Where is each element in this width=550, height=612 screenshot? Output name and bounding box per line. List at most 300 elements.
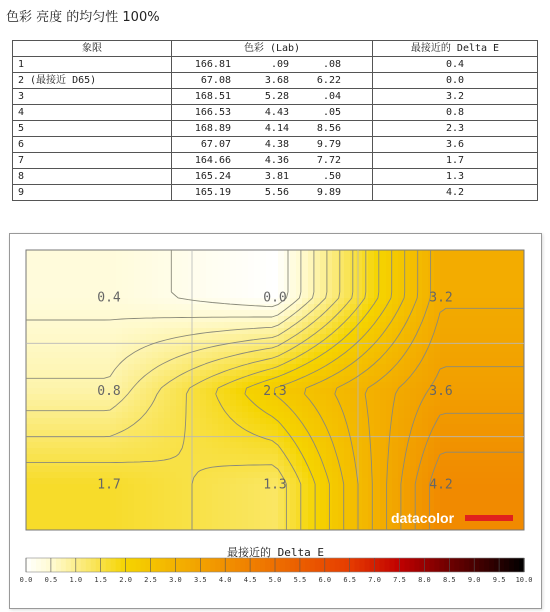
cell-value-label: 0.0 <box>263 290 287 306</box>
heatmap-sample <box>416 484 423 491</box>
heatmap-sample <box>278 280 285 287</box>
heatmap-sample <box>374 484 381 491</box>
heatmap-sample <box>506 286 513 293</box>
heatmap-sample <box>122 460 129 467</box>
heatmap-sample <box>194 274 201 281</box>
heatmap-sample <box>98 466 105 473</box>
heatmap-sample <box>134 256 141 263</box>
heatmap-sample <box>392 376 399 383</box>
heatmap-sample <box>98 412 105 419</box>
heatmap-sample <box>32 346 39 353</box>
heatmap-sample <box>110 448 117 455</box>
heatmap-sample <box>476 454 483 461</box>
heatmap-sample <box>206 442 213 449</box>
heatmap-sample <box>266 508 273 515</box>
heatmap-sample <box>86 490 93 497</box>
heatmap-sample <box>434 442 441 449</box>
heatmap-sample <box>308 418 315 425</box>
heatmap-sample <box>404 298 411 305</box>
heatmap-sample <box>230 406 237 413</box>
heatmap-sample <box>38 382 45 389</box>
heatmap-sample <box>302 514 309 521</box>
heatmap-sample <box>500 304 507 311</box>
heatmap-sample <box>476 322 483 329</box>
heatmap-sample <box>62 496 69 503</box>
heatmap-sample <box>272 256 279 263</box>
heatmap-sample <box>74 316 81 323</box>
heatmap-sample <box>302 346 309 353</box>
heatmap-sample <box>164 346 171 353</box>
heatmap-sample <box>170 328 177 335</box>
heatmap-sample <box>104 322 111 329</box>
heatmap-sample <box>170 430 177 437</box>
heatmap-sample <box>266 466 273 473</box>
heatmap-sample <box>128 430 135 437</box>
heatmap-sample <box>254 262 261 269</box>
heatmap-sample <box>422 328 429 335</box>
heatmap-sample <box>170 394 177 401</box>
heatmap-sample <box>512 442 519 449</box>
heatmap-sample <box>434 358 441 365</box>
heatmap-sample <box>446 496 453 503</box>
heatmap-sample <box>104 520 111 527</box>
heatmap-sample <box>128 310 135 317</box>
heatmap-sample <box>164 430 171 437</box>
heatmap-sample <box>242 478 249 485</box>
heatmap-sample <box>500 298 507 305</box>
heatmap-sample <box>260 352 267 359</box>
heatmap-sample <box>26 490 33 497</box>
heatmap-sample <box>32 412 39 419</box>
heatmap-sample <box>98 460 105 467</box>
heatmap-sample <box>368 334 375 341</box>
heatmap-sample <box>194 256 201 263</box>
heatmap-sample <box>176 364 183 371</box>
heatmap-sample <box>32 298 39 305</box>
heatmap-sample <box>506 502 513 509</box>
heatmap-sample <box>368 286 375 293</box>
heatmap-sample <box>164 406 171 413</box>
heatmap-sample <box>26 394 33 401</box>
heatmap-sample <box>404 412 411 419</box>
heatmap-sample <box>446 316 453 323</box>
heatmap-sample <box>380 382 387 389</box>
heatmap-sample <box>380 460 387 467</box>
heatmap-sample <box>512 418 519 425</box>
heatmap-sample <box>452 298 459 305</box>
heatmap-sample <box>104 454 111 461</box>
heatmap-sample <box>176 478 183 485</box>
heatmap-sample <box>488 328 495 335</box>
heatmap-sample <box>182 508 189 515</box>
heatmap-sample <box>134 280 141 287</box>
legend-color-segment <box>499 558 505 572</box>
heatmap-sample <box>494 280 501 287</box>
heatmap-sample <box>434 526 441 533</box>
heatmap-sample <box>56 418 63 425</box>
delta-e-cell: 3.2 <box>373 89 538 105</box>
heatmap-sample <box>332 484 339 491</box>
heatmap-sample <box>320 298 327 305</box>
heatmap-sample <box>320 280 327 287</box>
heatmap-sample <box>266 502 273 509</box>
heatmap-sample <box>506 490 513 497</box>
heatmap-sample <box>212 292 219 299</box>
heatmap-sample <box>482 334 489 341</box>
heatmap-sample <box>188 508 195 515</box>
heatmap-sample <box>338 316 345 323</box>
heatmap-sample <box>404 418 411 425</box>
legend-tick-label: 7.0 <box>368 576 381 584</box>
heatmap-sample <box>188 310 195 317</box>
heatmap-sample <box>422 274 429 281</box>
heatmap-sample <box>416 280 423 287</box>
heatmap-sample <box>254 526 261 533</box>
heatmap-sample <box>254 424 261 431</box>
heatmap-sample <box>380 358 387 365</box>
heatmap-sample <box>374 400 381 407</box>
heatmap-sample <box>440 424 447 431</box>
heatmap-sample <box>476 334 483 341</box>
heatmap-sample <box>50 274 57 281</box>
heatmap-sample <box>32 328 39 335</box>
heatmap-sample <box>44 502 51 509</box>
heatmap-sample <box>464 274 471 281</box>
heatmap-sample <box>398 406 405 413</box>
heatmap-sample <box>224 520 231 527</box>
heatmap-sample <box>302 472 309 479</box>
heatmap-sample <box>224 466 231 473</box>
heatmap-sample <box>122 256 129 263</box>
legend-tick-label: 0.0 <box>19 576 33 584</box>
col-header-lab: 色彩 (Lab) <box>172 41 373 57</box>
heatmap-sample <box>236 394 243 401</box>
heatmap-sample <box>56 346 63 353</box>
heatmap-sample <box>512 478 519 485</box>
heatmap-sample <box>512 268 519 275</box>
heatmap-sample <box>80 298 87 305</box>
heatmap-sample <box>458 262 465 269</box>
heatmap-sample <box>242 526 249 533</box>
heatmap-sample <box>122 418 129 425</box>
legend-color-segment <box>61 558 67 572</box>
heatmap-sample <box>470 370 477 377</box>
lab-cell <box>172 185 373 201</box>
heatmap-sample <box>164 502 171 509</box>
heatmap-sample <box>68 460 75 467</box>
heatmap-sample <box>200 274 207 281</box>
heatmap-sample <box>374 508 381 515</box>
heatmap-sample <box>470 490 477 497</box>
heatmap-sample <box>188 274 195 281</box>
heatmap-sample <box>272 508 279 515</box>
heatmap-sample <box>254 364 261 371</box>
heatmap-sample <box>308 460 315 467</box>
lab-l-value: 67.07 <box>200 139 231 150</box>
heatmap-sample <box>62 448 69 455</box>
heatmap-sample <box>410 376 417 383</box>
heatmap-sample <box>242 268 249 275</box>
heatmap-sample <box>248 292 255 299</box>
heatmap-sample <box>236 490 243 497</box>
heatmap-sample <box>134 304 141 311</box>
heatmap-sample <box>92 268 99 275</box>
legend-tick-label: 5.0 <box>268 576 282 584</box>
heatmap-sample <box>128 526 135 533</box>
heatmap-sample <box>494 364 501 371</box>
legend-color-segment <box>180 558 186 572</box>
heatmap-sample <box>98 262 105 269</box>
heatmap-sample <box>248 502 255 509</box>
heatmap-sample <box>470 526 477 533</box>
heatmap-sample <box>164 298 171 305</box>
heatmap-sample <box>392 430 399 437</box>
heatmap-sample <box>140 496 147 503</box>
heatmap-sample <box>380 280 387 287</box>
legend-color-segment <box>414 558 420 572</box>
heatmap-sample <box>422 250 429 257</box>
heatmap-sample <box>320 514 327 521</box>
heatmap-sample <box>362 514 369 521</box>
heatmap-sample <box>422 370 429 377</box>
heatmap-sample <box>512 346 519 353</box>
heatmap-sample <box>320 382 327 389</box>
heatmap-sample <box>296 490 303 497</box>
heatmap-sample <box>422 502 429 509</box>
heatmap-sample <box>404 334 411 341</box>
heatmap-sample <box>218 508 225 515</box>
heatmap-sample <box>38 466 45 473</box>
heatmap-sample <box>284 334 291 341</box>
heatmap-sample <box>476 370 483 377</box>
heatmap-sample <box>326 352 333 359</box>
heatmap-sample <box>80 502 87 509</box>
heatmap-sample <box>506 460 513 467</box>
heatmap-sample <box>488 424 495 431</box>
heatmap-sample <box>212 286 219 293</box>
heatmap-sample <box>380 400 387 407</box>
heatmap-sample <box>110 334 117 341</box>
heatmap-sample <box>440 328 447 335</box>
heatmap-sample <box>116 460 123 467</box>
heatmap-sample <box>254 346 261 353</box>
heatmap-sample <box>74 322 81 329</box>
heatmap-sample <box>296 250 303 257</box>
heatmap-sample <box>68 424 75 431</box>
heatmap-sample <box>200 448 207 455</box>
heatmap-sample <box>512 490 519 497</box>
heatmap-sample <box>158 508 165 515</box>
legend-color-segment <box>151 558 157 572</box>
heatmap-sample <box>458 274 465 281</box>
legend-tick-label: 9.0 <box>467 576 481 584</box>
heatmap-sample <box>146 466 153 473</box>
heatmap-sample <box>458 466 465 473</box>
heatmap-sample <box>470 328 477 335</box>
heatmap-sample <box>188 298 195 305</box>
heatmap-sample <box>86 520 93 527</box>
heatmap-sample <box>206 490 213 497</box>
heatmap-sample <box>374 310 381 317</box>
heatmap-sample <box>482 256 489 263</box>
heatmap-sample <box>38 304 45 311</box>
heatmap-sample <box>386 448 393 455</box>
heatmap-sample <box>236 256 243 263</box>
heatmap-sample <box>128 304 135 311</box>
heatmap-sample <box>122 352 129 359</box>
heatmap-sample <box>410 358 417 365</box>
heatmap-sample <box>218 484 225 491</box>
heatmap-sample <box>62 322 69 329</box>
cell-value-label: 2.3 <box>263 384 287 399</box>
heatmap-sample <box>350 388 357 395</box>
heatmap-sample <box>236 268 243 275</box>
heatmap-sample <box>362 430 369 437</box>
heatmap-sample <box>476 310 483 317</box>
heatmap-sample <box>194 406 201 413</box>
heatmap-sample <box>224 256 231 263</box>
heatmap-sample <box>266 526 273 533</box>
heatmap-sample <box>158 442 165 449</box>
heatmap-sample <box>80 448 87 455</box>
heatmap-sample <box>86 304 93 311</box>
heatmap-sample <box>464 430 471 437</box>
heatmap-sample <box>200 310 207 317</box>
heatmap-sample <box>506 406 513 413</box>
heatmap-sample <box>314 262 321 269</box>
heatmap-sample <box>182 304 189 311</box>
heatmap-sample <box>74 334 81 341</box>
heatmap-sample <box>302 496 309 503</box>
heatmap-sample <box>500 526 507 533</box>
heatmap-sample <box>272 358 279 365</box>
heatmap-sample <box>224 430 231 437</box>
heatmap-sample <box>50 418 57 425</box>
heatmap-sample <box>62 352 69 359</box>
heatmap-sample <box>416 376 423 383</box>
heatmap-sample <box>236 334 243 341</box>
heatmap-sample <box>140 508 147 515</box>
heatmap-sample <box>410 454 417 461</box>
legend-tick-label: 0.5 <box>44 576 58 584</box>
heatmap-sample <box>266 442 273 449</box>
heatmap-sample <box>110 352 117 359</box>
heatmap-sample <box>206 328 213 335</box>
heatmap-sample <box>404 448 411 455</box>
heatmap-sample <box>368 472 375 479</box>
heatmap-sample <box>26 424 33 431</box>
heatmap-sample <box>146 304 153 311</box>
legend-color-segment <box>160 558 166 572</box>
heatmap-sample <box>476 250 483 257</box>
heatmap-sample <box>458 406 465 413</box>
heatmap-sample <box>200 502 207 509</box>
heatmap-sample <box>314 376 321 383</box>
heatmap-sample <box>482 322 489 329</box>
heatmap-sample <box>290 382 297 389</box>
heatmap-sample <box>266 352 273 359</box>
heatmap-sample <box>152 310 159 317</box>
heatmap-sample <box>332 424 339 431</box>
heatmap-sample <box>38 412 45 419</box>
heatmap-sample <box>164 310 171 317</box>
heatmap-sample <box>38 460 45 467</box>
heatmap-sample <box>74 400 81 407</box>
heatmap-sample <box>164 304 171 311</box>
heatmap-sample <box>68 388 75 395</box>
heatmap-sample <box>362 454 369 461</box>
heatmap-sample <box>434 502 441 509</box>
heatmap-sample <box>248 514 255 521</box>
legend-color-segment <box>280 558 286 572</box>
heatmap-sample <box>224 394 231 401</box>
heatmap-sample <box>56 274 63 281</box>
heatmap-sample <box>188 490 195 497</box>
heatmap-sample <box>482 418 489 425</box>
heatmap-sample <box>200 520 207 527</box>
heatmap-sample <box>158 310 165 317</box>
heatmap-sample <box>188 292 195 299</box>
heatmap-sample <box>80 478 87 485</box>
heatmap-sample <box>320 430 327 437</box>
heatmap-sample <box>350 496 357 503</box>
heatmap-sample <box>278 442 285 449</box>
heatmap-sample <box>194 514 201 521</box>
heatmap-sample <box>296 454 303 461</box>
heatmap-sample <box>398 418 405 425</box>
heatmap-sample <box>422 292 429 299</box>
heatmap-sample <box>242 292 249 299</box>
heatmap-sample <box>440 280 447 287</box>
heatmap-sample <box>32 376 39 383</box>
heatmap-sample <box>86 298 93 305</box>
heatmap-sample <box>86 250 93 257</box>
heatmap-sample <box>50 478 57 485</box>
heatmap-sample <box>242 454 249 461</box>
heatmap-sample <box>44 394 51 401</box>
heatmap-sample <box>32 484 39 491</box>
heatmap-sample <box>242 406 249 413</box>
heatmap-sample <box>68 250 75 257</box>
heatmap-sample <box>152 508 159 515</box>
heatmap-sample <box>26 466 33 473</box>
heatmap-sample <box>428 370 435 377</box>
heatmap-sample <box>152 448 159 455</box>
heatmap-sample <box>80 376 87 383</box>
heatmap-sample <box>242 256 249 263</box>
heatmap-sample <box>38 478 45 485</box>
heatmap-sample <box>512 286 519 293</box>
heatmap-sample <box>38 334 45 341</box>
heatmap-sample <box>488 376 495 383</box>
heatmap-sample <box>266 310 273 317</box>
heatmap-sample <box>338 328 345 335</box>
legend-color-segment <box>81 558 87 572</box>
heatmap-sample <box>116 376 123 383</box>
heatmap-sample <box>320 334 327 341</box>
heatmap-sample <box>242 514 249 521</box>
heatmap-sample <box>368 274 375 281</box>
heatmap-sample <box>278 412 285 419</box>
heatmap-sample <box>386 328 393 335</box>
heatmap-sample <box>416 346 423 353</box>
heatmap-sample <box>134 490 141 497</box>
heatmap-sample <box>122 490 129 497</box>
heatmap-sample <box>38 472 45 479</box>
heatmap-sample <box>296 262 303 269</box>
heatmap-sample <box>410 274 417 281</box>
heatmap-sample <box>248 466 255 473</box>
